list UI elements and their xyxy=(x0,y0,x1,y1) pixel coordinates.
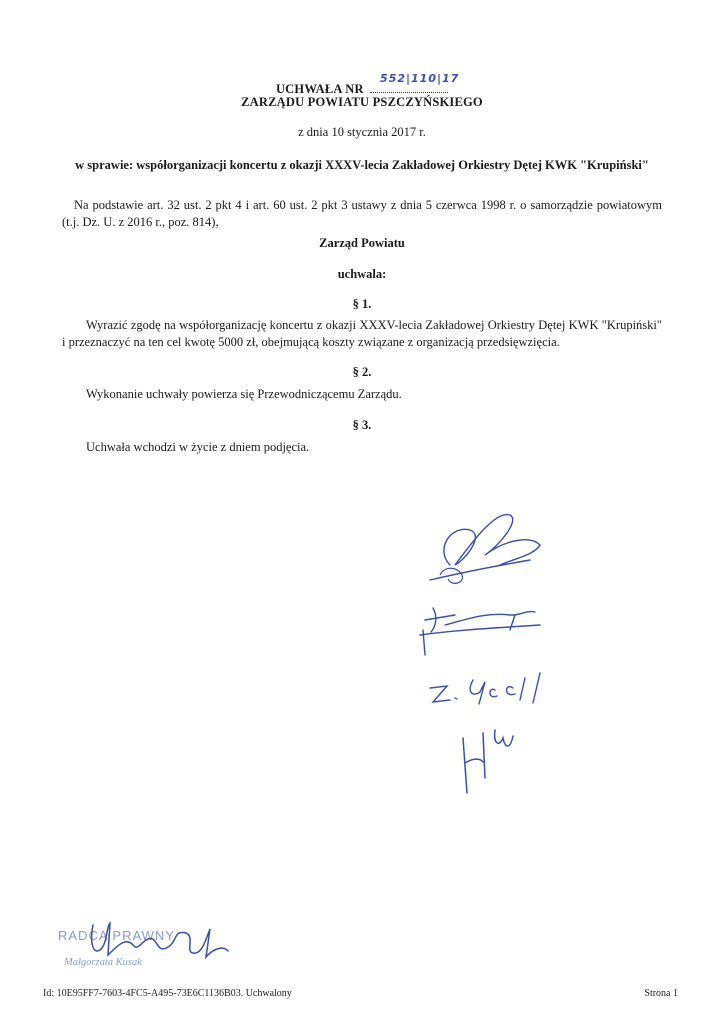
paragraph-1-heading: § 1. xyxy=(352,297,372,311)
body-heading: Zarząd Powiatu xyxy=(319,236,405,250)
resolution-number-handwritten: 552|110|17 xyxy=(380,72,460,85)
signature-1 xyxy=(410,505,560,595)
stamp-name: Małgorzata Kusak xyxy=(64,957,142,968)
resolves-label: uchwala: xyxy=(337,267,387,281)
paragraph-2-heading: § 2. xyxy=(352,365,372,379)
paragraph-1-text: Wyrazić zgodę na współorganizację koncertu z okazji XXXV-lecia Zakładowej Orkiestry Dętej KWK "Krupiński" i przeznaczyć na ten cel kwotę 5000 zł, obejmującą koszty związane z organizacją przedsięwzięcia. xyxy=(62,318,662,349)
signature-4 xyxy=(455,718,525,798)
legal-adviser-stamp xyxy=(58,920,238,980)
signature-2 xyxy=(415,600,545,660)
paragraph-3-heading: § 3. xyxy=(352,418,372,432)
page-number: Strona 1 xyxy=(644,988,678,999)
stamp-role: RADCA PRAWNY xyxy=(58,928,175,943)
paragraph-2-text: Wykonanie uchwały powierza się Przewodniczącemu Zarządu. xyxy=(86,387,402,401)
document-id: Id: 10E95FF7-7603-4FC5-A495-73E6C1136B03. Uchwalony xyxy=(43,988,292,999)
resolution-number-field xyxy=(370,72,460,93)
issuer-name: ZARZĄDU POWIATU PSZCZYŃSKIEGO xyxy=(241,95,483,109)
legal-adviser-signature xyxy=(78,915,238,975)
signature-3 xyxy=(425,668,575,718)
resolution-date: z dnia 10 stycznia 2017 r. xyxy=(298,125,426,139)
title-prefix: UCHWAŁA NR xyxy=(275,82,364,96)
resolution-subject: w sprawie: współorganizacji koncertu z okazji XXXV-lecia Zakładowej Orkiestry Dętej KWK "Krupiński" xyxy=(75,158,649,172)
legal-basis: Na podstawie art. 32 ust. 2 pkt 4 i art. 60 ust. 2 pkt 3 ustawy z dnia 5 czerwca 1998 r. o samorządzie powiatowym (t.j. Dz. U. z 2016 r., poz. 814), xyxy=(62,198,662,229)
paragraph-3-text: Uchwała wchodzi w życie z dniem podjęcia. xyxy=(86,440,310,454)
